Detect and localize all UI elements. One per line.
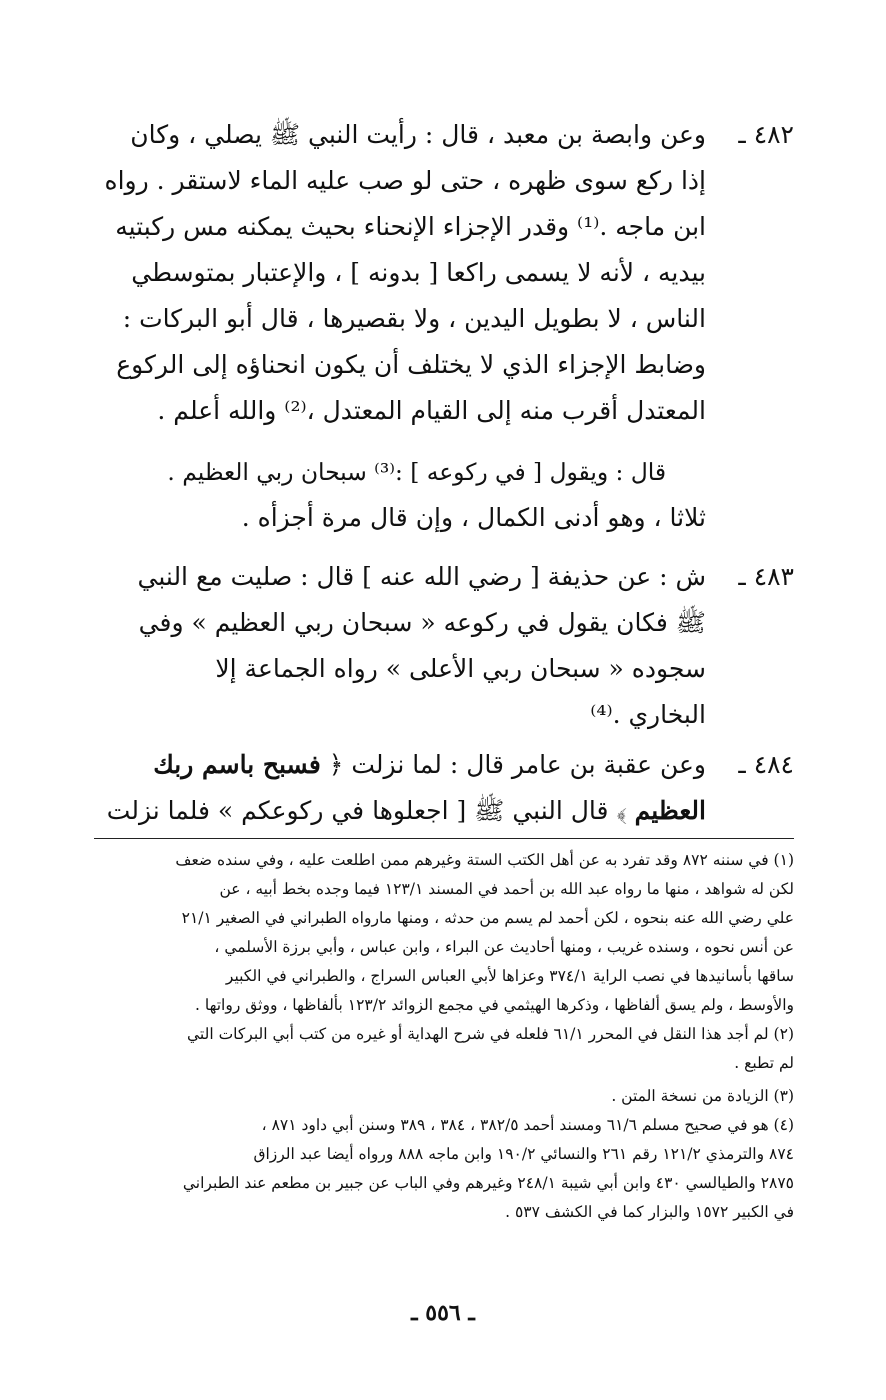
page-number: ـ ٥٥٦ ـ — [411, 1300, 475, 1326]
footnote-line: لم تطبع . — [734, 1054, 794, 1072]
text-run: ﴾ قال النبي ﷺ [ اجعلوها في ركوعكم » فلما نزلت — [106, 796, 627, 825]
text-line: بيديه ، لأنه لا يسمى راكعا [ بدونه ] ، والإعتبار بمتوسطي — [131, 258, 706, 287]
text-line: وضابط الإجزاء الذي لا يختلف أن يكون انحناؤه إلى الركوع — [116, 350, 706, 379]
footnote-line: ٨٧٤ والترمذي ١٢١/٢ رقم ٢٦١ والنسائي ١٩٠/٢ وابن ماجه ٨٨٨ ورواه أيضا عبد الرزاق — [253, 1145, 794, 1163]
text-line: ش : عن حذيفة [ رضي الله عنه ] قال : صليت مع النبي — [137, 562, 706, 591]
footnotes — [94, 846, 794, 1227]
footnote-line: عن أنس نحوه ، وسنده غريب ، ومنها أحاديث عن البراء ، وابن عباس ، وأبي برزة الأسلمي ، — [214, 938, 794, 956]
text-line: وعن وابصة بن معبد ، قال : رأيت النبي ﷺ يصلي ، وكان — [130, 120, 706, 149]
paragraph-qala — [6, 449, 794, 541]
paragraph-number: ٤٨٤ ـ — [738, 750, 794, 779]
footnote-line: (٤) هو في صحيح مسلم ٦١/٦ ومسند أحمد ٣٨٢/٥ ، ٣٨٤ ، ٣٨٩ وسنن أبي داود ٨٧١ ، — [261, 1116, 794, 1134]
quran-quote: فسبح باسم ربك — [153, 750, 321, 779]
footnote-line: (١) في سننه ٨٧٢ وقد تفرد به عن أهل الكتب الستة وغيرهم ممن اطلعت عليه ، وفي سنده ضعف — [175, 851, 794, 869]
text-line — [6, 742, 706, 788]
paragraph-484 — [6, 742, 794, 834]
text-line: إذا ركع سوى ظهره ، حتى لو صب عليه الماء لاستقر . رواه — [104, 166, 706, 195]
footnote-line: ساقها بأسانيدها في نصب الراية ٣٧٤/١ وعزاها لأبي العباس السراج ، والطبراني في الكبير — [225, 967, 794, 985]
footnote-line: علي رضي الله عنه بنحوه ، لكن أحمد لم يسم من حدثه ، ومنها مارواه الطبراني في الصغير ٢١/١ — [181, 909, 794, 927]
footnote-line: والأوسط ، ولم يسق ألفاظها ، وذكرها الهيثمي في مجمع الزوائد ١٢٣/٢ بألفاظها ، ووثق رواتها . — [195, 996, 794, 1014]
text-line — [6, 788, 706, 834]
text-line: ابن ماجه .⁽¹⁾ وقدر الإجزاء الإنحناء بحيث يمكنه مس ركبتيه — [115, 212, 706, 241]
paragraph-483 — [6, 554, 794, 738]
paragraph-482 — [6, 112, 794, 434]
text-line: ثلاثا ، وهو أدنى الكمال ، وإن قال مرة أجزأه . — [241, 503, 706, 532]
text-line: الناس ، لا بطويل اليدين ، ولا بقصيرها ، قال أبو البركات : — [122, 304, 706, 333]
paragraph-number: ٤٨٣ ـ — [738, 562, 794, 591]
footnote-divider — [94, 838, 794, 839]
text-line: سجوده « سبحان ربي الأعلى » رواه الجماعة إلا — [215, 654, 706, 683]
text-line: البخاري .⁽⁴⁾ — [590, 700, 706, 729]
paragraph-number: ٤٨٢ ـ — [738, 120, 794, 149]
text-line: قال : ويقول [ في ركوعه ] :⁽³⁾ سبحان ربي العظيم . — [167, 458, 666, 486]
footnote-line: لكن له شواهد ، منها ما رواه عبد الله بن أحمد في المسند ١٢٣/١ فيما وجده بخط أبيه ، عن — [219, 880, 794, 898]
quran-quote: العظيم — [634, 796, 706, 825]
footnote-line: في الكبير ١٥٧٢ والبزار كما في الكشف ٥٣٧ . — [505, 1203, 794, 1221]
text-line: ﷺ فكان يقول في ركوعه « سبحان ربي العظيم » وفي — [138, 608, 706, 637]
footnote-line: ٢٨٧٥ والطيالسي ٤٣٠ وابن أبي شيبة ٢٤٨/١ وغيرهم وفي الباب عن جبير بن مطعم عند الطبراني — [182, 1174, 794, 1192]
text-line: المعتدل أقرب منه إلى القيام المعتدل ،⁽²⁾ والله أعلم . — [157, 396, 706, 425]
text-run: وعن عقبة بن عامر قال : لما نزلت ﴿ — [328, 750, 706, 779]
footnote-line: (٢) لم أجد هذا النقل في المحرر ٦١/١ فلعله في شرح الهداية أو غيره من كتب أبي البركات التي — [187, 1025, 794, 1043]
footnote-line: (٣) الزيادة من نسخة المتن . — [611, 1087, 794, 1105]
